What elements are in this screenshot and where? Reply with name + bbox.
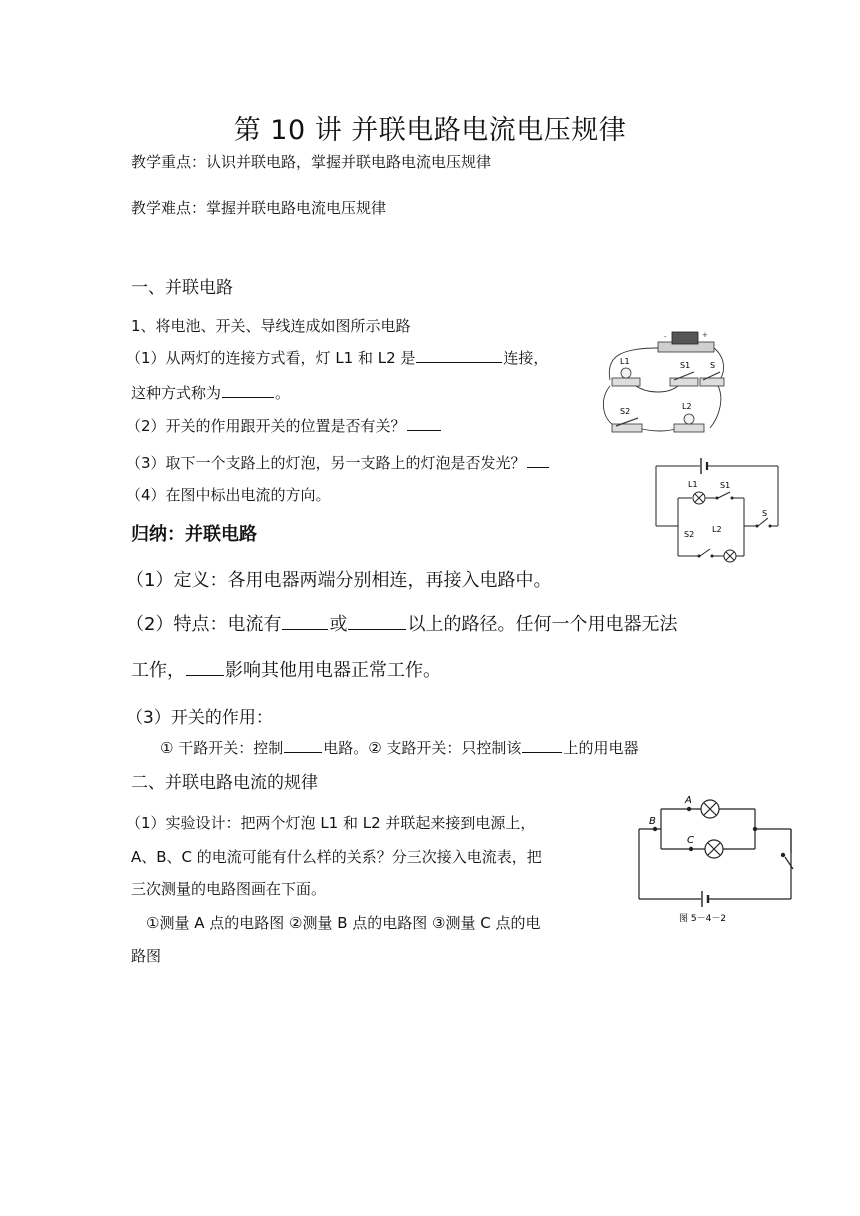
question-1-2 — [126, 415, 442, 436]
measure-labels-cont: 路图 — [131, 947, 162, 965]
battery-minus-label: - — [664, 333, 667, 341]
difficulty: 教学难点：掌握并联电路电流电压规律 — [131, 199, 387, 217]
feature-text-d: 工作， — [131, 660, 185, 681]
key-points: 教学重点：认识并联电路，掌握并联电路电流电压规律 — [131, 153, 492, 171]
battery-plus-label: + — [702, 331, 708, 339]
summary-heading: 归纳：并联电路 — [131, 524, 257, 545]
feature-text-b: 或 — [329, 614, 348, 635]
answer-blank[interactable] — [522, 737, 562, 753]
parallel-schematic-figure — [648, 456, 784, 566]
experiment-line-2: A、B、C 的电流可能有什么样的关系？分三次接入电流表，把 — [131, 848, 542, 866]
abc-schematic-figure — [635, 795, 797, 930]
answer-blank[interactable] — [407, 415, 441, 431]
schematic-s-label: S — [762, 509, 768, 518]
switch-roles — [160, 737, 638, 758]
point-b-label: B — [649, 816, 656, 827]
photo-l1-label: L1 — [620, 357, 630, 366]
section2-heading: 二、并联电路电流的规律 — [131, 773, 318, 793]
circuit-apparatus-figure — [598, 328, 726, 440]
question-1-1-cont — [131, 382, 290, 403]
answer-blank[interactable] — [186, 657, 224, 676]
question-1-1 — [126, 347, 548, 368]
answer-blank[interactable] — [222, 382, 274, 398]
point-c-label: C — [687, 835, 694, 846]
photo-s-label: S — [710, 361, 716, 370]
photo-s2-label: S2 — [620, 407, 631, 416]
summary-feature-cont — [131, 656, 441, 682]
question-1-2-text: （2）开关的作用跟开关的位置是否有关？ — [126, 417, 406, 435]
switch-heading: （3）开关的作用： — [126, 708, 273, 728]
schematic-l1-label: L1 — [688, 480, 698, 489]
measure-labels: ①测量 A 点的电路图 ②测量 B 点的电路图 ③测量 C 点的电 — [146, 914, 541, 932]
photo-l2-label: L2 — [682, 402, 692, 411]
point-a-label: A — [685, 795, 692, 806]
answer-blank[interactable] — [416, 347, 502, 363]
question-1: 1、将电池、开关、导线连成如图所示电路 — [131, 317, 411, 335]
question-1-1-text-a: （1）从两灯的连接方式看，灯 L1 和 L2 是 — [126, 349, 416, 367]
switch-text-b: 电路。② 支路开关：只控制该 — [323, 739, 522, 757]
question-1-1-text-c: 这种方式称为 — [131, 384, 222, 402]
switch-text-c: 上的用电器 — [563, 739, 639, 757]
summary-definition: （1）定义：各用电器两端分别相连，再接入电路中。 — [126, 570, 552, 591]
feature-text-a: （2）特点：电流有 — [126, 614, 282, 635]
switch-text-a: ① 干路开关：控制 — [160, 739, 284, 757]
feature-text-c: 以上的路径。任何一个用电器无法 — [407, 614, 678, 635]
question-1-1-text-b: 连接， — [503, 349, 549, 367]
question-1-3 — [126, 452, 550, 473]
schematic-s2-label: S2 — [684, 530, 695, 539]
experiment-line-1: （1）实验设计：把两个灯泡 L1 和 L2 并联起来接到电源上， — [126, 814, 536, 832]
answer-blank[interactable] — [348, 611, 406, 630]
question-1-4: （4）在图中标出电流的方向。 — [126, 486, 331, 504]
summary-feature — [126, 610, 677, 636]
answer-blank[interactable] — [282, 611, 328, 630]
answer-blank[interactable] — [284, 737, 322, 753]
feature-text-e: 影响其他用电器正常工作。 — [225, 660, 441, 681]
photo-s1-label: S1 — [680, 361, 691, 370]
experiment-line-3: 三次测量的电路图画在下面。 — [131, 880, 327, 898]
schematic-s1-label: S1 — [720, 481, 731, 490]
page-title: 第 10 讲 并联电路电流电压规律 — [233, 115, 627, 146]
answer-blank[interactable] — [527, 452, 549, 468]
question-1-3-text: （3）取下一个支路上的灯泡，另一支路上的灯泡是否发光？ — [126, 454, 526, 472]
schematic-l2-label: L2 — [712, 525, 722, 534]
section1-heading: 一、并联电路 — [131, 278, 233, 298]
question-1-1-text-d: 。 — [275, 384, 291, 402]
figure-caption: 图 5－4－2 — [679, 914, 727, 924]
